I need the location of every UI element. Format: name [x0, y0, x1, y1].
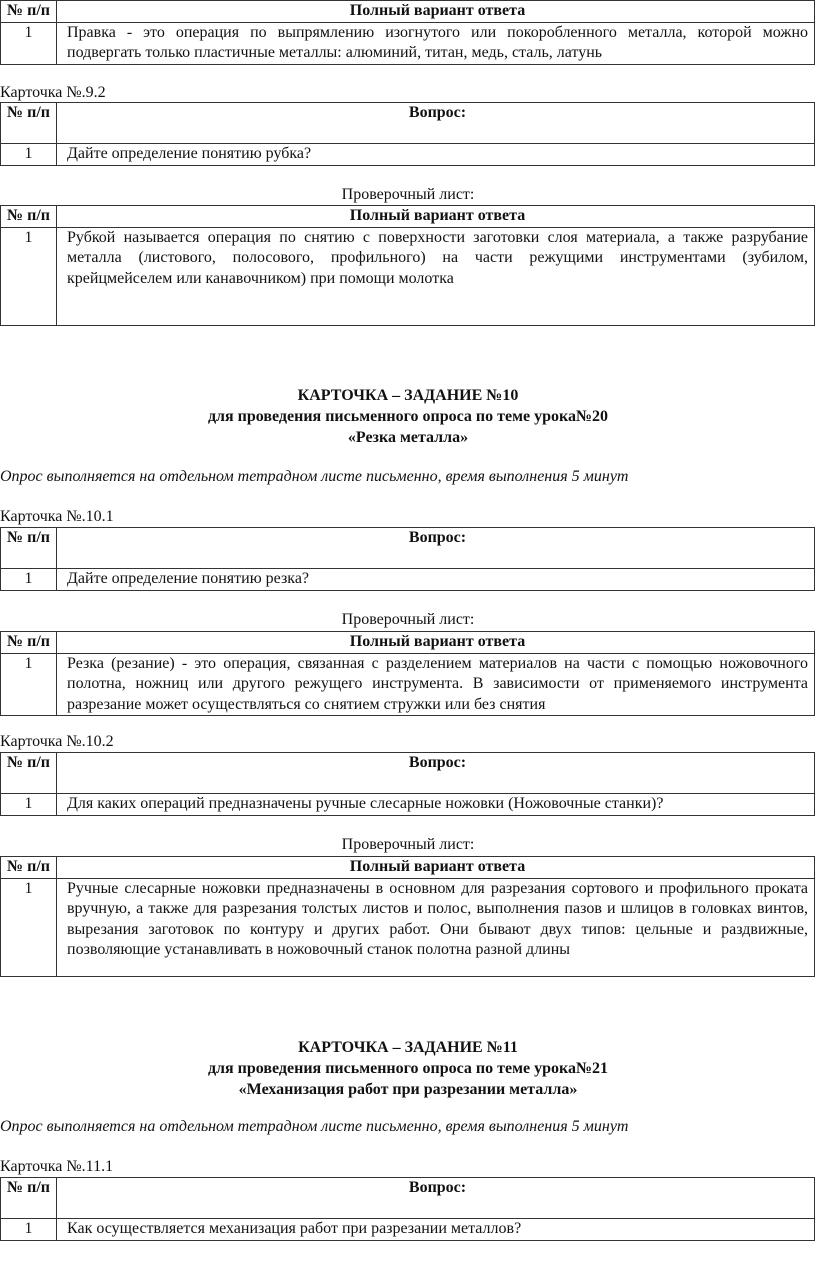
col-answer-header: Полный вариант ответа [57, 632, 815, 654]
question-text: Как осуществляется механизация работ при разрезании металлов? [57, 1219, 815, 1241]
answer-table-10-1 [0, 631, 816, 716]
card-label: Карточка №.10.2 [0, 733, 114, 750]
task-note: Опрос выполняется на отдельном тетрадном листе письменно, время выполнения 5 минут [0, 468, 629, 485]
col-answer-header: Полный вариант ответа [57, 206, 815, 228]
col-num-header: № п/п [1, 206, 57, 228]
check-sheet-label: Проверочный лист: [341, 836, 475, 853]
question-table-9-2 [0, 102, 816, 166]
task-note: Опрос выполняется на отдельном тетрадном листе письменно, время выполнения 5 минут [0, 1118, 629, 1135]
row-number: 1 [1, 1219, 57, 1241]
col-question-header: Вопрос: [57, 753, 815, 794]
col-num-header: № п/п [1, 753, 57, 794]
task-heading-10 [0, 385, 816, 448]
task-topic: «Механизация работ при разрезании металла» [238, 1081, 578, 1098]
question-table-11-1 [0, 1177, 816, 1241]
task-subtitle: для проведения письменного опроса по теме урока№20 [207, 408, 609, 425]
task-subtitle: для проведения письменного опроса по теме урока№21 [207, 1060, 609, 1077]
question-text: Дайте определение понятию резка? [57, 569, 815, 591]
row-number: 1 [1, 227, 57, 325]
task-title: КАРТОЧКА – ЗАДАНИЕ №10 [297, 387, 519, 404]
answer-text: Ручные слесарные ножовки предназначены в основном для разрезания сортового и профильного проката вручную, а также для разрезания толстых листов и полос, выполнения пазов и шлицов в головках винтов, вырезания заготовок по контуру и других работ. Они бывают двух типов: цельные и раздвижные, позволяющие устанавливать в ножовочный станок полотна разной длины [57, 878, 815, 976]
task-topic: «Резка металла» [347, 429, 469, 446]
answer-table-9-1 [0, 0, 816, 65]
row-number: 1 [1, 653, 57, 716]
question-text: Для каких операций предназначены ручные слесарные ножовки (Ножовочные станки)? [57, 794, 815, 816]
col-num-header: № п/п [1, 528, 57, 569]
answer-text: Рубкой называется операция по снятию с поверхности заготовки слоя материала, а также разрубание металла (листового, полосового, профильного) на части режущими инструментами (зубилом, крейцмейселем или канавочником) при помощи молотка [57, 227, 815, 325]
col-question-header: Вопрос: [57, 528, 815, 569]
task-heading-11 [0, 1037, 816, 1100]
col-answer-header: Полный вариант ответа [57, 1, 815, 23]
row-number: 1 [1, 22, 57, 64]
check-sheet-label: Проверочный лист: [341, 186, 475, 203]
col-answer-header: Полный вариант ответа [57, 857, 815, 879]
col-num-header: № п/п [1, 857, 57, 879]
row-number: 1 [1, 878, 57, 976]
card-label: Карточка №.9.2 [0, 84, 106, 101]
row-number: 1 [1, 569, 57, 591]
question-text: Дайте определение понятию рубка? [57, 144, 815, 166]
row-number: 1 [1, 144, 57, 166]
task-title: КАРТОЧКА – ЗАДАНИЕ №11 [298, 1039, 518, 1056]
card-label: Карточка №.11.1 [0, 1158, 114, 1175]
col-num-header: № п/п [1, 1178, 57, 1219]
question-table-10-2 [0, 752, 816, 816]
question-table-10-1 [0, 527, 816, 591]
col-num-header: № п/п [1, 103, 57, 144]
check-sheet-label: Проверочный лист: [341, 611, 475, 628]
col-num-header: № п/п [1, 632, 57, 654]
answer-text: Резка (резание) - это операция, связанная с разделением материалов на части с помощью ножовочного полотна, ножниц или другого режущего инструмента. В зависимости от применяемого инструмента разрезание может осуществляться со снятием стружки или без снятия [57, 653, 815, 716]
answer-text: Правка - это операция по выпрямлению изогнутого или покоробленного металла, которой можно подвергать только пластичные металлы: алюминий, титан, медь, сталь, латунь [57, 22, 815, 64]
answer-table-9-2 [0, 205, 816, 326]
col-question-header: Вопрос: [57, 1178, 815, 1219]
col-question-header: Вопрос: [57, 103, 815, 144]
answer-table-10-2 [0, 856, 816, 977]
row-number: 1 [1, 794, 57, 816]
card-label: Карточка №.10.1 [0, 508, 114, 525]
col-num-header: № п/п [1, 1, 57, 23]
